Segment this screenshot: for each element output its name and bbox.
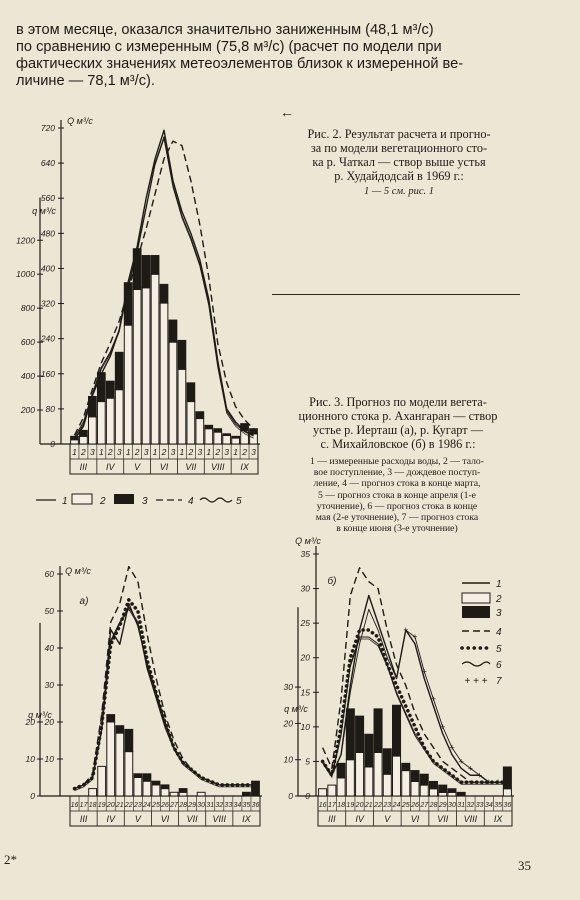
fig3a-inner-tick-label: 0	[30, 791, 35, 801]
fig2-legend-label: 1	[62, 496, 68, 507]
fig3b-inner-tick-label: 10	[283, 754, 293, 765]
fig2-outer-tick-label: 560	[40, 193, 55, 204]
fig3a-rain-bar	[107, 715, 115, 722]
fig2-melt-bar	[205, 429, 213, 444]
fig3b-outer-tick-label: 25	[300, 618, 310, 629]
fig2-outer-tick-label: 640	[40, 158, 55, 169]
fig3a-series-4-line	[75, 567, 256, 789]
fig3b-decade-label: 18	[337, 802, 345, 809]
fig3a-rain-bar	[161, 785, 169, 789]
fig3b-decade-label: 20	[355, 802, 364, 809]
fig3b-melt-bar	[393, 756, 401, 796]
fig2-decade-label: 1	[152, 447, 158, 457]
fig3b-melt-bar	[429, 789, 437, 796]
fig3b-legend-swatch	[462, 593, 490, 603]
fig3a-decade-label: 20	[106, 802, 115, 809]
fig3b-rain-bar	[337, 763, 345, 778]
body-text-line-4: личине — 78,1 м³/с).	[16, 73, 155, 89]
fig3a-decade-label: 18	[88, 802, 97, 809]
left-arrow-icon: ←	[280, 106, 294, 121]
fig3a-decade-label: 19	[97, 802, 106, 809]
fig2-decade-label: 3	[197, 447, 203, 457]
fig2-inner-tick-label: 600	[20, 337, 35, 348]
fig3a-decade-label: 26	[161, 802, 169, 809]
fig3a-decade-label: 22	[124, 802, 133, 809]
fig3b-legend-swatch	[462, 662, 490, 666]
fig2-melt-bar	[178, 369, 186, 444]
fig3b-melt-bar	[402, 771, 410, 796]
fig3b-rain-bar	[429, 781, 437, 788]
fig3b-month-label: VIII	[463, 814, 478, 824]
fig3a-melt-bar	[134, 778, 142, 797]
fig3b-legend-label: 4	[496, 627, 502, 638]
fig3-caption-line: Рис. 3. Прогноз по модели вегета-	[309, 395, 487, 409]
fig3-caption-line: ционного стока р. Ахангаран — створ	[298, 409, 498, 423]
fig2-decade-label: 3	[251, 447, 256, 457]
fig3b-rain-bar	[365, 734, 373, 767]
fig3b-series-7-cross: +	[403, 625, 409, 636]
fig3a-melt-bar	[197, 792, 205, 796]
fig3-legend-line: 1 — измеренные расходы воды, 2 — тало-	[309, 456, 484, 467]
fig3b-rain-bar	[374, 709, 382, 753]
fig3a-month-label: IX	[242, 814, 251, 824]
fig2-decade-label: 2	[134, 447, 140, 457]
fig3a-melt-bar	[116, 733, 124, 796]
fig2-outer-tick-label: 480	[40, 228, 55, 239]
fig3a-decade-label: 16	[70, 802, 79, 809]
fig3b-series-7-cross: +	[477, 770, 483, 781]
fig2-melt-bar	[71, 440, 79, 444]
fig2-decade-label: 1	[206, 447, 212, 457]
fig3a-outer-tick-label: 30	[44, 680, 54, 690]
fig3b-melt-bar	[374, 752, 382, 796]
fig2-melt-bar	[89, 417, 97, 444]
fig2-decade-label: 3	[143, 447, 149, 457]
fig2-decade-label: 2	[242, 447, 247, 457]
fig3b-decade-label: 33	[475, 802, 484, 809]
fig3a-decade-label: 29	[188, 802, 197, 809]
fig2-melt-bar	[142, 288, 150, 444]
fig3b-rain-bar	[346, 709, 354, 760]
fig2-legend-label: 5	[236, 496, 242, 507]
fig3a-series-1-line	[75, 604, 256, 789]
fig3b-series-7-cross: +	[421, 666, 427, 677]
fig3b-month-label: VII	[437, 814, 449, 824]
fig2-melt-bar	[80, 436, 88, 444]
fig2-rain-bar	[223, 434, 231, 436]
fig3b-series-7-cross: +	[430, 694, 437, 705]
fig2-decade-label: 3	[90, 447, 95, 457]
fig3b-legend-label: 2	[496, 594, 502, 605]
fig3a-month-label: VIII	[212, 814, 227, 824]
fig2-melt-bar	[115, 390, 123, 444]
fig3a-melt-bar	[152, 785, 160, 796]
fig2-outer-tick-label: 80	[45, 403, 55, 414]
fig2-decade-label: 3	[224, 447, 230, 457]
page-number: 35	[518, 858, 531, 873]
fig3b-decade-label: 24	[392, 802, 401, 809]
fig3-caption-line: устье р. Иерташ (а), р. Кугарт —	[312, 423, 484, 437]
fig2-ylabel-outer: Q м³/с	[67, 116, 93, 126]
fig3a-decade-label: 36	[251, 802, 260, 809]
fig2-legend-swatch	[200, 498, 232, 502]
fig3b-decade-label: 22	[374, 802, 382, 809]
fig2-melt-bar	[250, 434, 258, 444]
fig2-decade-label: 3	[170, 447, 176, 457]
fig2-legend-swatch	[72, 494, 92, 504]
fig2-melt-bar	[169, 342, 177, 444]
fig2-rain-bar	[187, 383, 195, 402]
fig2-inner-tick-label: 800	[20, 303, 35, 314]
fig3a-melt-bar	[161, 789, 169, 796]
fig3b-outer-tick-label: 5	[305, 756, 310, 767]
fig2-inner-tick-label: 1200	[16, 235, 35, 246]
fig3b-series-7-cross: +	[504, 777, 511, 788]
fig2-outer-tick-label: 160	[40, 368, 55, 379]
fig3b-outer-tick-label: 35	[300, 549, 310, 559]
fig3b-rain-bar	[457, 792, 465, 796]
fig3a-decade-label: 23	[133, 802, 142, 809]
fig3b-outer-tick-label: 15	[300, 687, 310, 698]
fig3a-series-5-line	[75, 600, 256, 789]
fig3a-rain-bar	[134, 774, 142, 778]
fig3a-series-6-line2	[75, 609, 256, 790]
fig3a-decade-label: 17	[79, 802, 88, 809]
fig2-ylabel-inner: q м³/с	[32, 206, 56, 216]
fig3b-series-7-cross: +	[458, 756, 464, 767]
fig3b-decade-label: 23	[383, 802, 392, 809]
fig2-decade-label: 1	[179, 447, 185, 457]
fig3a-decade-label: 30	[197, 802, 206, 809]
fig2-melt-bar	[160, 303, 168, 444]
fig2-month-label: IV	[106, 462, 115, 472]
fig3b-melt-bar	[337, 778, 345, 796]
fig2-melt-bar	[124, 325, 132, 444]
fig3b-decade-label: 21	[364, 802, 373, 809]
fig3b-legend-swatch	[462, 606, 490, 618]
fig2-outer-tick-label: 720	[40, 123, 55, 133]
fig3b-legend-label: 7	[496, 676, 502, 687]
fig3-legend-line: вое поступление, 3 — дождевое поступ-	[313, 467, 481, 479]
fig3b-legend-swatch: + + +	[464, 676, 488, 687]
fig2-rain-bar	[178, 340, 186, 369]
body-text-line-2: по сравнению с измеренным (75,8 м³/с) (расчет по модели при	[16, 39, 442, 55]
fig3a-decade-label: 35	[242, 802, 251, 809]
signature-mark: 2*	[4, 852, 17, 867]
fig2-inner-tick-label: 400	[20, 371, 35, 382]
fig2-caption-note: 1 — 5 см. рис. 1	[364, 186, 434, 197]
fig3b-month-label: III	[328, 814, 336, 824]
fig3b-melt-bar	[411, 781, 419, 796]
fig3a-decade-label: 24	[143, 802, 151, 809]
fig2-melt-bar	[97, 402, 105, 444]
fig3b-rain-bar	[420, 774, 428, 785]
fig2-inner-tick-label: 200	[20, 405, 35, 416]
fig3a-melt-bar	[89, 789, 97, 796]
fig2-inner-tick-label: 1000	[16, 269, 35, 280]
fig2-decade-label: 2	[107, 447, 113, 457]
body-text-line-3: фактических значениях метеоэлементов близок к измеренной ве-	[16, 56, 464, 72]
fig3b-rain-bar	[411, 771, 419, 782]
fig3a-melt-bar	[179, 792, 187, 796]
fig2-decade-label: 1	[98, 447, 104, 457]
fig2-month-label: V	[134, 462, 141, 472]
fig3b-melt-bar	[448, 792, 456, 796]
fig2-rain-bar	[142, 256, 150, 288]
fig3b-outer-tick-label: 30	[300, 583, 310, 594]
fig3a-month-label: IV	[106, 814, 115, 824]
fig3a-melt-bar	[98, 766, 106, 796]
fig2-rain-bar	[205, 425, 213, 428]
fig2-rain-bar	[232, 436, 240, 438]
fig2-decade-label: 2	[161, 447, 167, 457]
fig3a-decade-label: 27	[170, 802, 178, 809]
fig3b-legend-label: 6	[496, 660, 502, 671]
fig3b-decade-label: 16	[318, 802, 327, 809]
fig3b-melt-bar	[328, 785, 336, 796]
fig3b-rain-bar	[448, 789, 456, 793]
fig3b-melt-bar	[356, 752, 364, 796]
fig2-rain-bar	[115, 352, 123, 389]
fig3a-outer-tick-label: 20	[44, 717, 54, 727]
fig3b-decade-label: 28	[429, 802, 438, 809]
fig3b-series-7-cross: +	[440, 721, 446, 732]
fig3b-inner-tick-label: 20	[283, 718, 293, 729]
fig2-outer-tick-label: 320	[40, 298, 55, 309]
fig3-legend-line: мая (2-е уточнение), 7 — прогноз стока	[315, 512, 479, 524]
fig3b-melt-bar	[365, 767, 373, 796]
fig2-caption-line: Рис. 2. Результат расчета и прогно-	[307, 127, 491, 141]
fig3a-outer-tick-label: 40	[44, 643, 54, 653]
fig3a-rain-bar	[243, 792, 251, 796]
fig3b-decade-label: 32	[466, 802, 475, 809]
fig3b-rain-bar	[439, 785, 447, 792]
fig3b-melt-bar	[439, 792, 447, 796]
fig3a-inner-tick-label: 10	[25, 754, 35, 764]
fig2-decade-label: 2	[215, 447, 221, 457]
fig3a-rain-bar	[152, 781, 160, 785]
fig3a-panel-label: а)	[79, 596, 89, 607]
fig2-caption-line: за по модели вегетационного сто-	[310, 141, 488, 155]
fig3a-decade-label: 32	[215, 802, 224, 809]
fig2-legend-label: 3	[142, 496, 148, 507]
fig3b-series-7-cross: +	[495, 777, 501, 788]
fig2-month-label: VI	[159, 462, 169, 472]
fig2-caption-line: р. Худайдодсай в 1969 г.:	[334, 169, 464, 183]
fig2-rain-bar	[250, 429, 258, 434]
fig3b-rain-bar	[393, 705, 401, 756]
fig3b-decade-label: 26	[411, 802, 419, 809]
fig3a-month-label: V	[134, 814, 141, 824]
fig2-decade-label: 2	[81, 447, 86, 457]
fig3a-outer-tick-label: 10	[44, 754, 54, 764]
fig3b-outer-tick-label: 20	[300, 652, 310, 663]
fig3a-melt-bar	[107, 722, 115, 796]
fig3a-series-6-line	[75, 607, 256, 788]
fig2-melt-bar	[106, 398, 114, 444]
fig3b-legend-label: 5	[496, 644, 502, 655]
fig3a-decade-label: 34	[233, 802, 242, 809]
fig2-legend-swatch	[114, 494, 134, 504]
fig3b-month-label: IV	[355, 814, 364, 824]
fig3b-melt-bar	[319, 789, 327, 796]
fig2-decade-label: 1	[233, 447, 238, 457]
fig3a-outer-tick-label: 60	[44, 569, 54, 579]
fig3b-melt-bar	[383, 774, 391, 796]
fig3b-outer-tick-label: 0	[305, 791, 310, 801]
fig2-decade-label: 3	[116, 447, 122, 457]
fig3a-month-label: VI	[160, 814, 170, 824]
fig3a-inner-tick-label: 20	[25, 717, 35, 727]
fig3a-rain-bar	[143, 774, 151, 781]
fig3b-decade-label: 29	[438, 802, 447, 809]
fig3-caption-line: с. Михайловское (б) в 1986 г.:	[320, 437, 476, 451]
fig2-month-label: III	[79, 462, 88, 472]
fig2-melt-bar	[232, 438, 240, 444]
fig3b-month-label: V	[384, 814, 391, 824]
fig3b-decade-label: 30	[448, 802, 456, 809]
fig3-legend-line: в конце июня (3-е уточнение)	[336, 523, 458, 535]
fig3b-decade-label: 34	[485, 802, 493, 809]
fig3a-ylabel-outer: Q м³/с	[65, 566, 91, 576]
fig3b-decade-label: 36	[503, 802, 512, 809]
fig2-month-label: IX	[240, 462, 249, 472]
fig3a-rain-bar	[179, 789, 187, 793]
fig3b-inner-tick-label: 30	[283, 682, 293, 693]
fig2-melt-bar	[133, 289, 141, 444]
fig3a-rain-bar	[116, 726, 124, 733]
fig2-rain-bar	[106, 381, 114, 398]
fig3-legend-line: 5 — прогноз стока в конце апреля (1-е	[318, 489, 476, 501]
fig2-rain-bar	[151, 256, 159, 275]
fig2-caption-line: ка р. Чаткал — створ выше устья	[312, 155, 486, 169]
fig3b-ylabel-inner: q м³/с	[284, 704, 308, 714]
fig3a-decade-label: 28	[179, 802, 187, 809]
fig3b-rain-bar	[383, 749, 391, 774]
fig2-month-label: VII	[185, 462, 197, 472]
fig3b-series-7-cross: +	[412, 631, 418, 642]
fig2-legend-label: 4	[188, 496, 194, 507]
fig3b-decade-label: 35	[494, 802, 503, 809]
fig3a-melt-bar	[170, 792, 178, 796]
fig3b-ylabel-outer: Q м³/с	[295, 536, 321, 546]
fig3b-series-7-cross: +	[449, 742, 455, 753]
fig3b-rain-bar	[402, 763, 410, 770]
fig2-melt-bar	[187, 402, 195, 444]
fig3a-decade-label: 25	[152, 802, 160, 809]
fig3b-series-7-cross: +	[467, 763, 474, 774]
fig3b-melt-bar	[420, 785, 428, 796]
fig2-decade-label: 1	[125, 447, 131, 457]
fig3a-decade-label: 33	[224, 802, 233, 809]
fig2-melt-bar	[151, 274, 159, 444]
fig3a-outer-tick-label: 50	[44, 606, 54, 616]
fig2-month-label: VIII	[210, 462, 225, 472]
fig3b-outer-tick-label: 10	[300, 721, 310, 732]
fig3b-decade-label: 27	[420, 802, 429, 809]
fig3b-melt-bar	[346, 760, 354, 796]
fig3b-panel-label: б)	[327, 576, 337, 587]
fig3b-rain-bar	[356, 716, 364, 752]
fig2-outer-tick-label: 240	[40, 333, 55, 344]
fig2-melt-bar	[196, 419, 204, 444]
fig3a-melt-bar	[143, 781, 151, 796]
fig3b-legend-label: 3	[496, 608, 502, 619]
fig2-outer-tick-label: 0	[50, 439, 55, 449]
fig2-rain-bar	[196, 412, 204, 419]
fig3a-melt-bar	[125, 752, 133, 796]
fig2-melt-bar	[214, 432, 222, 444]
fig3b-melt-bar	[503, 789, 511, 796]
fig3a-rain-bar	[125, 729, 133, 751]
fig3b-decade-label: 31	[457, 802, 466, 809]
fig2-outer-tick-label: 400	[40, 263, 55, 274]
fig3a-decade-label: 21	[115, 802, 124, 809]
fig2-rain-bar	[160, 284, 168, 303]
fig3a-decade-label: 31	[206, 802, 215, 809]
body-text-line-1: в этом месяце, оказался значительно заниженным (48,1 м³/с)	[16, 22, 434, 38]
fig3b-decade-label: 25	[401, 802, 410, 809]
fig3a-month-label: III	[79, 814, 88, 824]
fig3b-decade-label: 17	[327, 802, 336, 809]
fig3-legend-line: ление, 4 — прогноз стока в конце марта,	[313, 478, 481, 490]
fig3b-decade-label: 19	[346, 802, 355, 809]
fig2-decade-label: 2	[188, 447, 194, 457]
fig2-legend-label: 2	[100, 496, 106, 507]
fig2-melt-bar	[223, 436, 231, 444]
fig2-rain-bar	[169, 320, 177, 342]
fig3b-inner-tick-label: 0	[288, 791, 293, 801]
fig3a-month-label: VII	[186, 814, 198, 824]
fig2-decade-label: 1	[72, 447, 77, 457]
fig3b-month-label: IX	[493, 814, 503, 824]
fig3a-ylabel-inner: q м³/с	[28, 710, 52, 720]
fig3b-month-label: VI	[410, 814, 420, 824]
fig3-legend-line: уточнение), 6 — прогноз стока в конце	[316, 500, 478, 512]
fig2-rain-bar	[214, 429, 222, 432]
fig3b-legend-label: 1	[496, 579, 502, 590]
fig3b-series-7-cross: +	[486, 777, 492, 788]
